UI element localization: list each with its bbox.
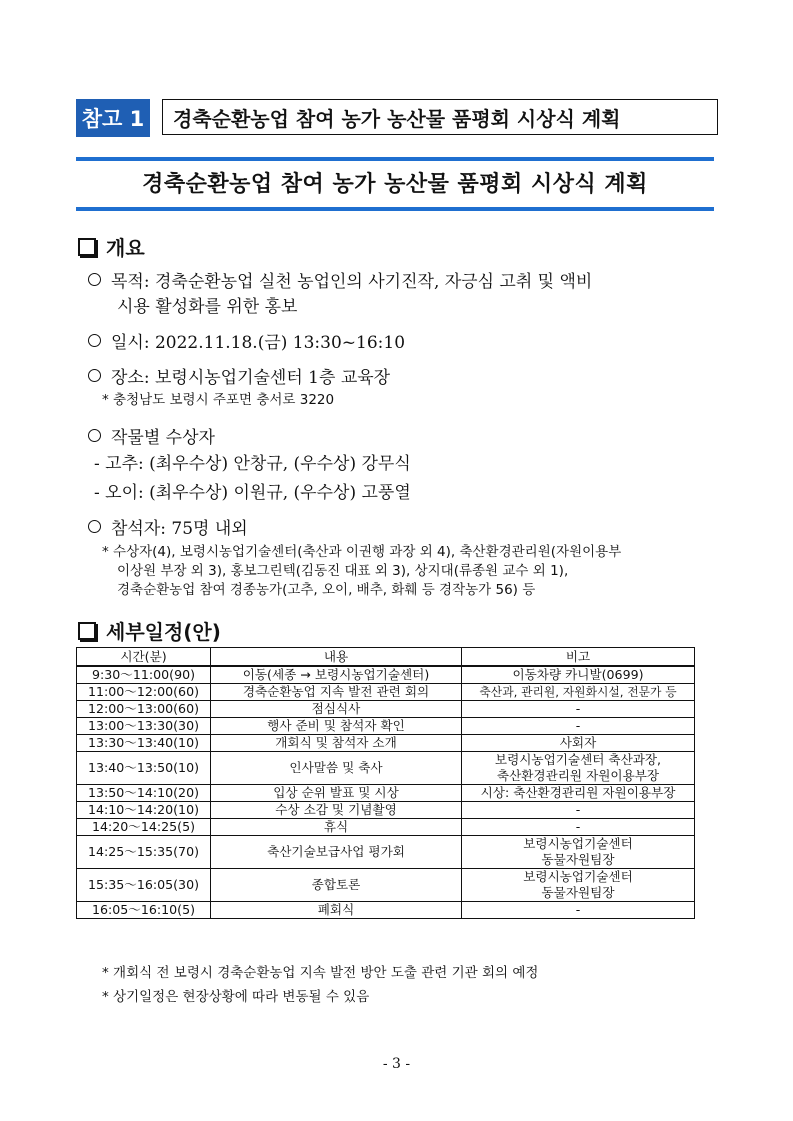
- cell-content: 개회식 및 참석자 소개: [211, 735, 462, 752]
- table-row: [77, 718, 695, 735]
- schedule-table: [76, 647, 695, 919]
- cell-remarks: -: [462, 701, 695, 718]
- reference-tag: 참고 1: [76, 99, 150, 137]
- reference-title: 경축순환농업 참여 농가 농산물 품평회 시상식 계획: [162, 99, 718, 135]
- cell-time: 15:35～16:05(30): [77, 869, 211, 902]
- cell-content: 휴식: [211, 819, 462, 836]
- section-label: 세부일정(안): [106, 620, 221, 644]
- cell-time: 14:20～14:25(5): [77, 819, 211, 836]
- cell-time: 13:50～14:10(20): [77, 785, 211, 802]
- section-label: 개요: [106, 236, 145, 260]
- circle-bullet-icon: [88, 334, 101, 347]
- attendees-note-1: * 수상자(4), 보령시농업기술센터(축산과 이권행 과장 외 4), 축산환경관리원(자원이용부: [102, 544, 622, 560]
- cell-time: 14:10～14:20(10): [77, 802, 211, 819]
- cell-time: 13:30～13:40(10): [77, 735, 211, 752]
- title-rule-top: [76, 157, 714, 161]
- table-row: [77, 684, 695, 701]
- cell-remarks: 축산과, 관리원, 자원화시설, 전문가 등: [462, 684, 695, 701]
- cell-remarks: 보령시농업기술센터 축산과장, 축산환경관리원 자원이용부장: [462, 752, 695, 785]
- table-row: [77, 802, 695, 819]
- circle-bullet-icon: [88, 520, 101, 533]
- cell-remarks: -: [462, 802, 695, 819]
- title-rule-bottom: [76, 207, 714, 211]
- cell-content: 폐회식: [211, 902, 462, 919]
- cell-remarks: -: [462, 902, 695, 919]
- winner-pepper: - 고추: (최우수상) 안창규, (우수상) 강무식: [94, 454, 411, 474]
- cell-remarks: 시상: 축산환경관리원 자원이용부장: [462, 785, 695, 802]
- cell-time: 13:40～13:50(10): [77, 752, 211, 785]
- date-item: 일시: 2022.11.18.(금) 13:30~16:10: [88, 328, 405, 353]
- cell-time: 16:05～16:10(5): [77, 902, 211, 919]
- table-row: [77, 666, 695, 684]
- cell-content: 행사 준비 및 참석자 확인: [211, 718, 462, 735]
- cell-time: 12:00～13:00(60): [77, 701, 211, 718]
- header-remarks: 비고: [462, 648, 695, 667]
- table-row: [77, 902, 695, 919]
- cell-content: 입상 순위 발표 및 시상: [211, 785, 462, 802]
- cell-content: 종합토론: [211, 869, 462, 902]
- table-row: [77, 735, 695, 752]
- attendees-note-2: 이상원 부장 외 3), 홍보그린텍(김동진 대표 외 3), 상지대(류종원 교수 외 1),: [117, 563, 569, 579]
- cell-remarks: 사회자: [462, 735, 695, 752]
- cell-time: 11:00～12:00(60): [77, 684, 211, 701]
- cell-remarks: 보령시농업기술센터 동물자원팀장: [462, 869, 695, 902]
- checkbox-square-icon: [78, 238, 96, 256]
- schedule-note-2: * 상기일정은 현장상황에 따라 변동될 수 있음: [102, 989, 370, 1005]
- table-row: [77, 701, 695, 718]
- page-title: 경축순환농업 참여 농가 농산물 품평회 시상식 계획: [142, 172, 648, 197]
- cell-content: 인사말씀 및 축사: [211, 752, 462, 785]
- purpose-item-cont: 시용 활성화를 위한 홍보: [117, 297, 298, 317]
- circle-bullet-icon: [88, 369, 101, 382]
- place-note: * 충청남도 보령시 주포면 충서로 3220: [102, 392, 335, 408]
- table-row: [77, 869, 695, 902]
- attendees-note-3: 경축순환농업 참여 경종농가(고추, 오이, 배추, 화훼 등 경작농가 56) 등: [117, 582, 536, 598]
- cell-remarks: 보령시농업기술센터 동물자원팀장: [462, 836, 695, 869]
- cell-content: 점심식사: [211, 701, 462, 718]
- section-overview-heading: [78, 232, 145, 261]
- header-content: 내용: [211, 648, 462, 667]
- cell-content: 수상 소감 및 기념촬영: [211, 802, 462, 819]
- cell-remarks: 이동차량 카니발(0699): [462, 666, 695, 684]
- circle-bullet-icon: [88, 273, 101, 286]
- purpose-item: 목적: 경축순환농업 실천 농업인의 사기진작, 자긍심 고취 및 액비: [88, 267, 592, 292]
- table-row: [77, 785, 695, 802]
- winner-cucumber: - 오이: (최우수상) 이원규, (우수상) 고풍열: [94, 483, 411, 503]
- cell-content: 경축순환농업 지속 발전 관련 회의: [211, 684, 462, 701]
- table-header-row: [77, 648, 695, 667]
- page-number: - 3 -: [382, 1056, 411, 1072]
- schedule-note-1: * 개회식 전 보령시 경축순환농업 지속 발전 방안 도출 관련 기관 회의 예정: [102, 965, 539, 981]
- reference-header: [76, 99, 718, 137]
- circle-bullet-icon: [88, 429, 101, 442]
- cell-time: 13:00～13:30(30): [77, 718, 211, 735]
- cell-content: 이동(세종 → 보령시농업기술센터): [211, 666, 462, 684]
- attendees-item: 참석자: 75명 내외: [88, 514, 248, 539]
- cell-content: 축산기술보급사업 평가회: [211, 836, 462, 869]
- cell-time: 9:30～11:00(90): [77, 666, 211, 684]
- cell-remarks: -: [462, 718, 695, 735]
- table-row: [77, 819, 695, 836]
- checkbox-square-icon: [78, 622, 96, 640]
- table-row: [77, 836, 695, 869]
- winners-item: 작물별 수상자: [88, 423, 215, 448]
- cell-remarks: -: [462, 819, 695, 836]
- section-schedule-heading: [78, 616, 221, 645]
- place-item: 장소: 보령시농업기술센터 1층 교육장: [88, 363, 390, 388]
- header-time: 시간(분): [77, 648, 211, 667]
- table-row: [77, 752, 695, 785]
- cell-time: 14:25～15:35(70): [77, 836, 211, 869]
